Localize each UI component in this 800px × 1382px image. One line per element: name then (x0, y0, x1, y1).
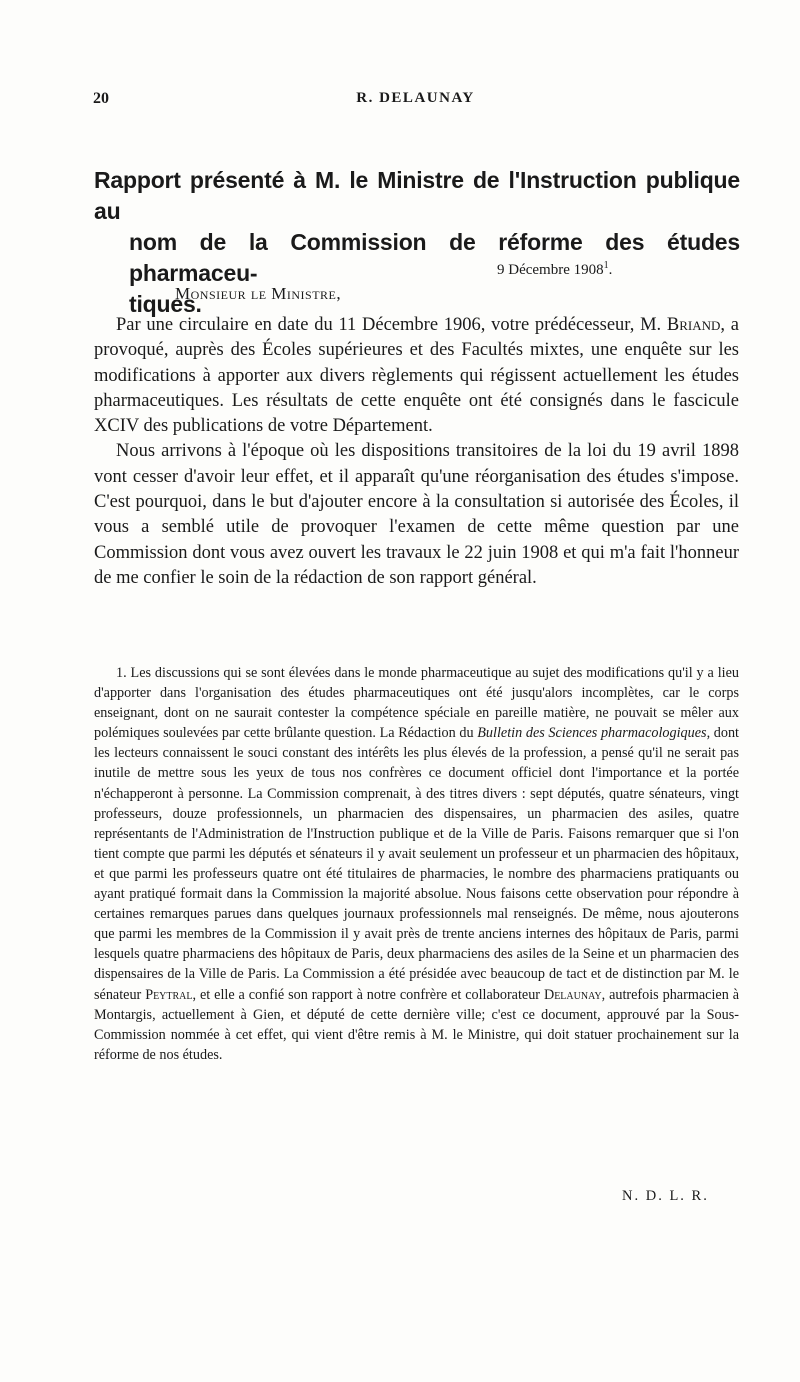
paragraph-1 (94, 313, 739, 439)
footnote-reference: 1 (603, 260, 609, 271)
footnote-part-4: , autrefois pharmacien à Montargis, actuellement à Gien, et député de cette dernière ville; c'est ce document, approuvé par la Sous-Commission nommée à cet effet, qui vient d'être remis à M. le Ministre, qui doit statuer prochainement sur la réforme de nos études. (94, 986, 739, 1063)
footnote-part-2: , dont les lecteurs connaissent le souci constant des intérêts les plus élevés de la profession, a pensé qu'il ne serait pas inutile de mettre sous les yeux de tous nos confrères ce document officiel dont l'importance et la portée n'échapperont à personne. La Commission comprenait, à des titres divers : sept députés, quatre sénateurs, vingt professeurs, douze professionnels, un pharmacien des dispensaires, un pharmacien des asiles, quatre représentants de l'Administration de l'Instruction publique et de la Ville de Paris. Faisons remarquer que si l'on tient compte que parmi les députés et sénateurs il y avait seulement un professeur et un pharmacien des hôpitaux, et que parmi les professeurs quatre ont été titulaires de pharmacies, le nombre des pharmaciens pratiquants ou ayant pratiqué formait dans la Commission la majorité absolue. Nous faisons cette observation pour répondre à certaines remarques parues dans quelques journaux professionnels mal renseignés. De même, nous ajouterons que parmi les membres de la Commission il y avait près de trente anciens internes des hôpitaux de Paris, parmi lesquels quatre pharmaciens des hôpitaux de Paris, deux pharmaciens des asiles de la Seine et un pharmacien des dispensaires de la Ville de Paris. La Commission a été présidée avec beaucoup de tact et de distinction par M. le sénateur (94, 725, 740, 1003)
person-name-briand: Briand (666, 315, 721, 335)
title-line-1: Rapport présenté à M. le Ministre de l'Instruction publique au (94, 167, 740, 224)
date-text: 9 Décembre 1908 (497, 262, 604, 278)
person-name-delaunay: Delaunay (543, 986, 602, 1003)
running-title: R. DELAUNAY (356, 90, 475, 106)
person-name-peytral: Peytral (145, 986, 193, 1003)
title-line-2: nom de la Commission de réforme des études pharmaceu- (129, 229, 740, 286)
footnote-text (94, 663, 739, 1065)
paragraph-1-text-b: , a provoqué, auprès des Écoles supérieures et des Facultés mixtes, une enquête sur les modifications à apporter aux divers règlements qui régissent actuellement les études pharmaceutiques. Les résultats de cette enquête ont été consignés dans le fascicule XCIV des publications de votre Département. (94, 315, 740, 437)
journal-title: Bulletin des Sciences pharmacologiques (477, 725, 707, 742)
dateline: 9 Décembre 1908$^1$. (497, 260, 613, 278)
salutation: Monsieur le Ministre, (175, 284, 342, 303)
running-header (93, 90, 738, 112)
footnote-number: 1. (116, 665, 127, 681)
title-line-3: tiques. (129, 291, 202, 317)
paragraph-2: Nous arrivons à l'époque où les dispositions transitoires de la loi du 19 avril 1898 vont cesser d'avoir leur effet, et il apparaît qu'une réorganisation des études s'impose. C'est pourquoi, dans le but d'ajouter encore à la consultation si autorisée des Écoles, il vous a semblé utile de provoquer l'examen de cette même question par une Commission dont vous avez ouvert les travaux le 22 juin 1908 et qui m'a fait l'honneur de me confier le soin de la rédaction de son rapport général. (94, 441, 739, 588)
paragraph-1-text-a: Par une circulaire en date du 11 Décembre 1906, votre prédécesseur, M. (116, 315, 667, 335)
body-text (94, 313, 739, 591)
footnote-part-1: Les discussions qui se sont élevées dans le monde pharmaceutique au sujet des modifications qu'il y a lieu d'apporter dans l'organisation des études pharmaceutiques ont été jusqu'alors incomplètes, car le corps enseignant, dont on ne saurait contester la compétence spéciale en pareille matière, ne pouvait se mêler aux polémiques soulevées par cette brûlante question. La Rédaction du (94, 665, 739, 742)
page-number: 20 (93, 90, 109, 107)
footnote (94, 663, 739, 1065)
editorial-signature: N. D. L. R. (622, 1188, 709, 1204)
footnote-part-3: , et elle a confié son rapport à notre confrère et collaborateur (192, 986, 544, 1003)
